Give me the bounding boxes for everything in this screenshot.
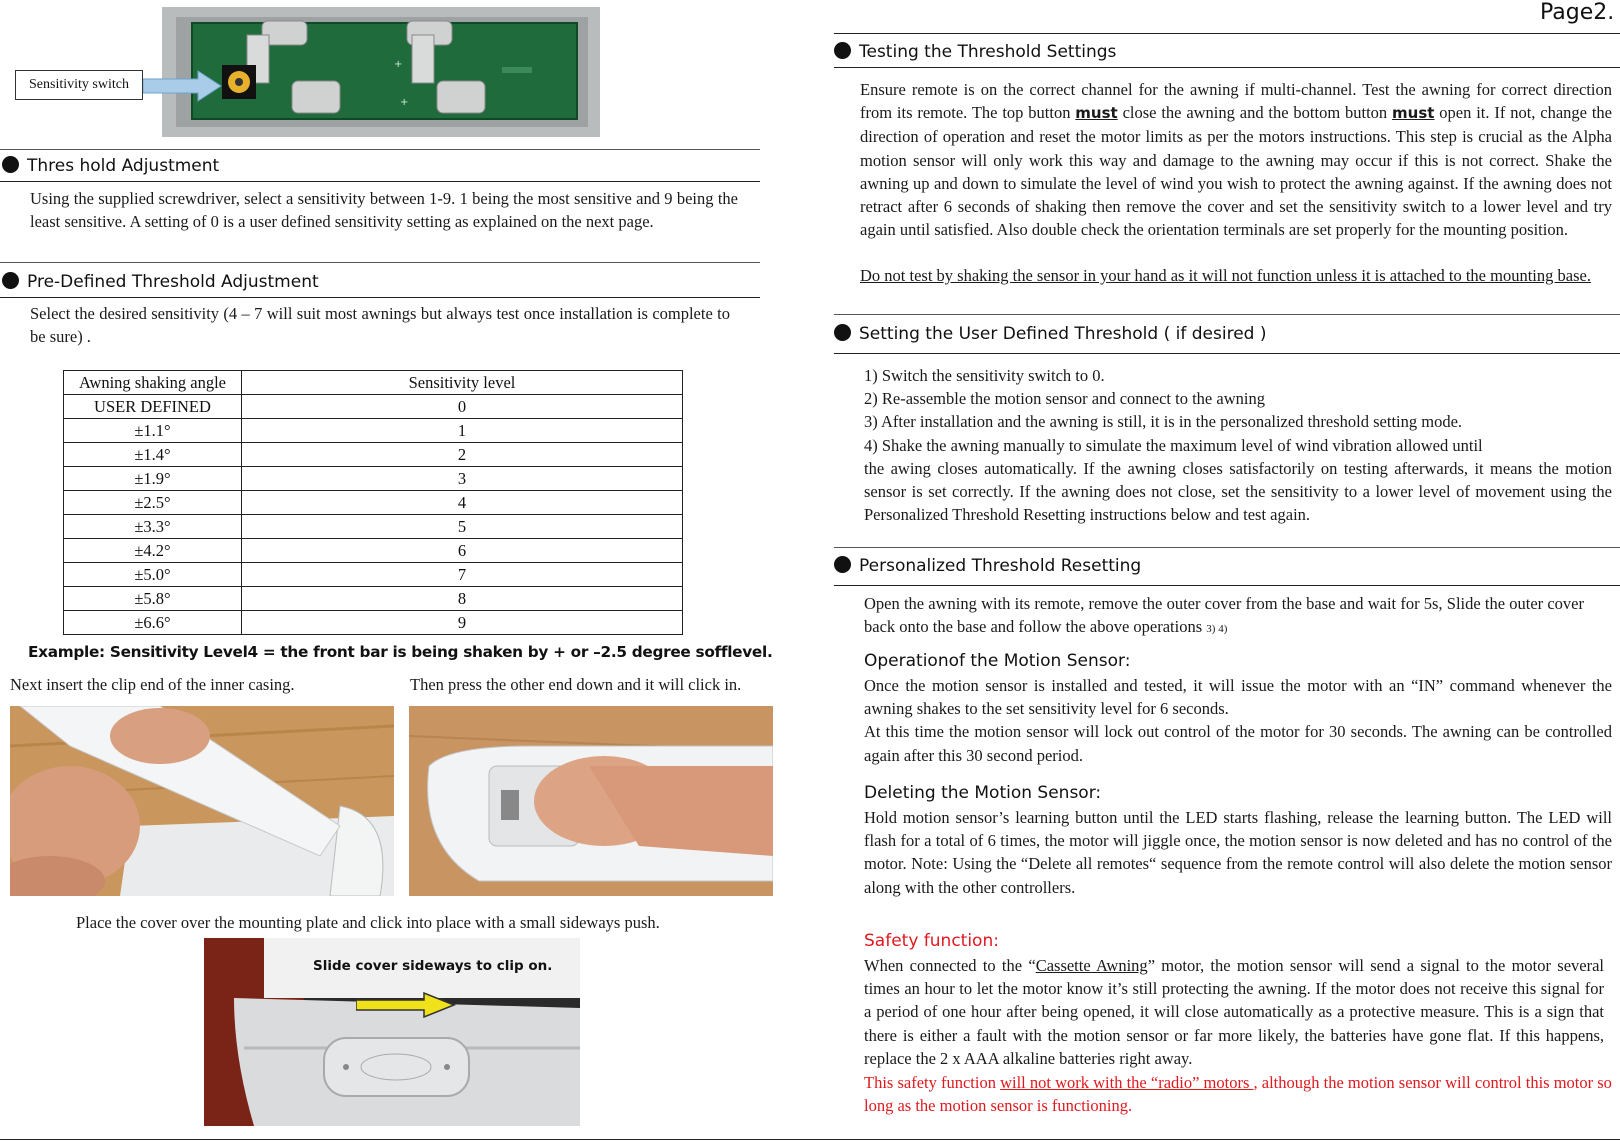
table-header: Awning shaking angle bbox=[64, 371, 242, 395]
user-defined-heading-text: Setting the User Defined Threshold ( if desired ) bbox=[859, 324, 1267, 344]
divider bbox=[834, 547, 1620, 548]
resetting-heading bbox=[834, 554, 1141, 578]
testing-heading-text: Testing the Threshold Settings bbox=[859, 42, 1117, 62]
divider bbox=[834, 353, 1620, 354]
svg-text:+: + bbox=[400, 97, 409, 108]
safety-warning-text: This safety function bbox=[864, 1073, 1001, 1092]
divider bbox=[834, 314, 1620, 315]
divider bbox=[0, 181, 760, 182]
angle-cell: ±4.2° bbox=[64, 539, 242, 563]
table-row bbox=[64, 419, 683, 443]
table-row bbox=[64, 587, 683, 611]
resetting-heading-text: Personalized Threshold Resetting bbox=[859, 556, 1142, 576]
angle-cell: ±5.0° bbox=[64, 563, 242, 587]
table-row bbox=[64, 515, 683, 539]
step-item: 2) Re-assemble the motion sensor and connect to the awning bbox=[864, 389, 1265, 409]
safety-heading: Safety function: bbox=[864, 931, 999, 951]
cover-overlay-text: Slide cover sideways to clip on. bbox=[313, 958, 553, 974]
table-row bbox=[64, 611, 683, 635]
bullet-icon bbox=[834, 556, 851, 573]
table-row bbox=[64, 395, 683, 419]
angle-cell: USER DEFINED bbox=[64, 395, 242, 419]
svg-text:+: + bbox=[394, 59, 403, 70]
caption-press: Then press the other end down and it will click in. bbox=[410, 675, 742, 694]
divider bbox=[834, 33, 1620, 34]
page-label: Page2. bbox=[1540, 0, 1615, 25]
threshold-heading-text: Thres hold Adjustment bbox=[27, 156, 220, 176]
divider bbox=[0, 262, 760, 263]
safety-warning-text: , although the motion sensor will control this motor so long as the motion sensor is functioning. bbox=[864, 1073, 1612, 1116]
angle-cell: ±5.8° bbox=[64, 587, 242, 611]
level-cell: 6 bbox=[242, 539, 683, 563]
user-defined-steps bbox=[864, 364, 1604, 457]
bullet-icon bbox=[834, 42, 851, 59]
user-defined-continuation: the awing closes automatically. If the awning closes satisfactorily on testing afterwards, it means the motion sensor is set correctly. If the awning does not close, set the sensitivity to a lower level of movement using the Personalized Threshold Resetting instructions below and test again. bbox=[864, 459, 1612, 525]
level-cell: 3 bbox=[242, 467, 683, 491]
angle-cell: ±3.3° bbox=[64, 515, 242, 539]
caption-insert: Next insert the clip end of the inner casing. bbox=[10, 675, 295, 694]
sensitivity-switch-label: Sensitivity switch bbox=[15, 70, 143, 100]
divider bbox=[0, 149, 760, 150]
angle-cell: ±2.5° bbox=[64, 491, 242, 515]
resetting-text: Open the awning with its remote, remove the outer cover from the base and wait for 5s, Slide the outer cover back onto the base and follow the above operations bbox=[864, 594, 1584, 637]
predefined-heading bbox=[2, 270, 319, 294]
level-cell: 0 bbox=[242, 395, 683, 419]
safety-warning bbox=[864, 1071, 1612, 1117]
divider bbox=[834, 67, 1620, 68]
resetting-refs: 3) 4) bbox=[1206, 623, 1228, 636]
operation-heading: Operationof the Motion Sensor: bbox=[864, 651, 1131, 671]
testing-body bbox=[860, 78, 1612, 241]
level-cell: 1 bbox=[242, 419, 683, 443]
table-row bbox=[64, 563, 683, 587]
testing-text: Ensure remote is on the correct channel for the awning if multi-channel. Test the awning for correct direction from its remote. The top button bbox=[860, 80, 1612, 123]
step-item: 3) After installation and the awning is still, it is in the personalized threshold setting mode. bbox=[864, 412, 1463, 432]
angle-cell: ±1.4° bbox=[64, 443, 242, 467]
safety-text: ” motor, the motion sensor will send a signal to the motor several times an hour to let the motor know it’s still protecting the awning. If the motor does not receive this signal for a period of one hour after being opened, it will close automatically as a protective measure. This is a sign that there is either a fault with the motion sensor or far more likely, the batteries have gone flat. If this happens, replace the 2 x AAA alkaline batteries right away. bbox=[864, 956, 1604, 1068]
resetting-body bbox=[864, 592, 1584, 641]
example-line: Example: Sensitivity Level4 = the front bar is being shaken by + or –2.5 degree sofflevel. bbox=[28, 643, 773, 661]
level-cell: 8 bbox=[242, 587, 683, 611]
user-defined-heading bbox=[834, 322, 1266, 346]
pointer-arrow-icon bbox=[143, 70, 223, 102]
table-header-row bbox=[64, 371, 683, 395]
testing-heading bbox=[834, 40, 1116, 64]
caption-cover: Place the cover over the mounting plate and click into place with a small sideways push. bbox=[76, 913, 660, 932]
level-cell: 2 bbox=[242, 443, 683, 467]
operation-p2: At this time the motion sensor will lock out control of the motor for 30 seconds. The awning can be controlled again after this 30 second period. bbox=[864, 722, 1612, 765]
deleting-heading: Deleting the Motion Sensor: bbox=[864, 783, 1102, 803]
sensitivity-table bbox=[63, 370, 683, 635]
level-cell: 4 bbox=[242, 491, 683, 515]
level-cell: 7 bbox=[242, 563, 683, 587]
divider bbox=[834, 585, 1620, 586]
divider bbox=[0, 1139, 1620, 1140]
angle-cell: ±6.6° bbox=[64, 611, 242, 635]
circuit-board-photo bbox=[162, 7, 600, 137]
step-item: 1) Switch the sensitivity switch to 0. bbox=[864, 366, 1105, 385]
bullet-icon bbox=[2, 272, 19, 289]
testing-text: close the awning and the bottom button bbox=[1117, 103, 1393, 123]
must-emphasis: must bbox=[1075, 104, 1118, 123]
level-cell: 5 bbox=[242, 515, 683, 539]
threshold-body: Using the supplied screwdriver, select a sensitivity between 1-9. 1 being the most sensitive and 9 being the least sensitive. A setting of 0 is a user defined sensitivity setting as explained on the next page. bbox=[30, 189, 738, 232]
table-header: Sensitivity level bbox=[242, 371, 683, 395]
angle-cell: ±1.1° bbox=[64, 419, 242, 443]
table-row bbox=[64, 539, 683, 563]
testing-text: open it. If not, change the direction of operation and reset the motor limits as per the motors instructions. This step is crucial as the Alpha motion sensor will only work this way and damage to the awning may occur if this is not correct. Shake the awning up and down to simulate the level of wind you wish to protect the awning against. If the awning does not retract after 6 seconds of shaking then remove the cover and set the sensitivity switch to a lower level and try again until satisfied. Also double check the orientation terminals are set properly for the mounting position. bbox=[860, 103, 1612, 240]
step-item: 4) Shake the awning manually to simulate the maximum level of wind vibration allowed until bbox=[864, 435, 1483, 455]
safety-body bbox=[864, 954, 1604, 1070]
insert-casing-photo bbox=[10, 706, 394, 896]
angle-cell: ±1.9° bbox=[64, 467, 242, 491]
table-row bbox=[64, 467, 683, 491]
table-row bbox=[64, 443, 683, 467]
predefined-heading-text: Pre-Defined Threshold Adjustment bbox=[27, 272, 319, 292]
must-emphasis: must bbox=[1392, 104, 1435, 123]
bullet-icon bbox=[2, 156, 19, 173]
press-casing-photo bbox=[409, 706, 773, 896]
deleting-body: Hold motion sensor’s learning button until the LED starts flashing, release the learning button. The LED will flash for a total of 6 times, the motor will jiggle once, the motion sensor is now deleted and has no control of the motor. Note: Using the “Delete all remotes“ sequence from the remote control will also delete the motion sensor along with the other controllers. bbox=[864, 808, 1612, 897]
safety-text: When connected to the “ bbox=[864, 956, 1036, 975]
bullet-icon bbox=[834, 324, 851, 341]
radio-motors-term: will not work with the “radio” motors bbox=[1000, 1073, 1254, 1092]
table-row bbox=[64, 491, 683, 515]
cassette-awning-term: Cassette Awning bbox=[1035, 956, 1148, 975]
operation-body bbox=[864, 674, 1612, 767]
level-cell: 9 bbox=[242, 611, 683, 635]
predefined-body: Select the desired sensitivity (4 – 7 will suit most awnings but always test once installation is complete to be sure) . bbox=[30, 304, 730, 347]
testing-warning: Do not test by shaking the sensor in your hand as it will not function unless it is attached to the mounting base. bbox=[860, 266, 1591, 285]
operation-p1: Once the motion sensor is installed and tested, it will issue the motor with an “IN” command whenever the awning shakes to the set sensitivity level for 6 seconds. bbox=[864, 676, 1612, 719]
threshold-heading bbox=[2, 154, 219, 178]
divider bbox=[0, 297, 760, 298]
slide-direction-arrow-icon bbox=[356, 992, 456, 1018]
